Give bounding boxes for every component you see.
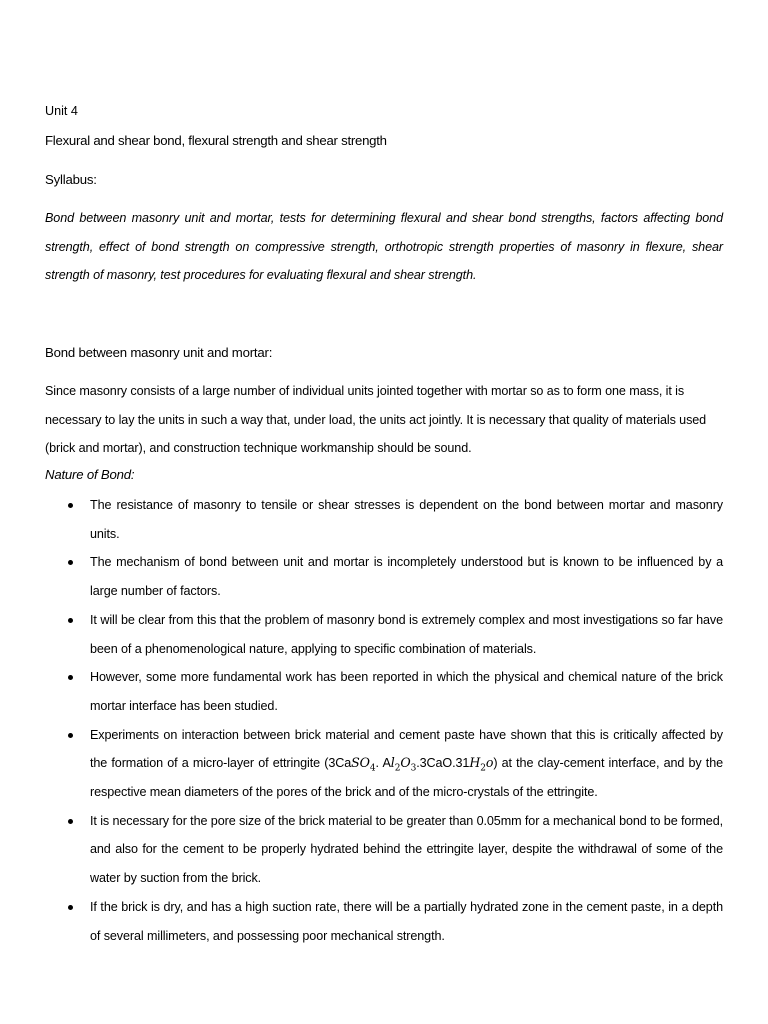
bullet-icon (68, 618, 73, 623)
list-item (0, 548, 723, 605)
list-item-text: If the brick is dry, and has a high suction rate, there will be a partially hydrated zone in the cement paste, in a depth of several millimeters, and possessing poor mechanical strength. (90, 899, 723, 943)
list-item-text: The resistance of masonry to tensile or shear stresses is dependent on the bond between mortar and masonry units. (90, 498, 723, 541)
formula-o: $O_4$ (359, 755, 376, 774)
bullet-icon (68, 560, 73, 565)
list-item-text-end: ) at the clay-cement interface, and by the respective mean diameters of the pores of the brick and of the micro-crystals of the ettringite. (90, 756, 724, 800)
list-item (0, 893, 723, 950)
bullet-icon (68, 733, 73, 738)
list-item-text: It is necessary for the pore size of the brick material to be greater than 0.05mm for a mechanical bond to be formed, and also for the cement to be properly hydrated behind the ettringite layer, despite the withdrawal of some of the water by suction from the brick. (90, 813, 724, 886)
formula-o3: $O_3$ (400, 755, 417, 774)
list-item (0, 606, 723, 663)
bullet-icon (68, 819, 73, 824)
list-item-text: The mechanism of bond between unit and mortar is incompletely understood but is known to be influenced by a large number of factors. (90, 555, 723, 599)
section-heading: Bond between masonry unit and mortar: (45, 345, 273, 360)
list-item (0, 721, 723, 807)
list-item-text: However, some more fundamental work has been reported in which the physical and chemical nature of the brick mortar interface has been studied. (90, 670, 723, 713)
list-item-text: It will be clear from this that the problem of masonry bond is extremely complex and most investigations so far have been of a phenomenological nature, applying to specific combination of materials. (90, 612, 723, 656)
formula-s: S (351, 755, 360, 771)
formula-o-end: o (485, 755, 494, 771)
bullet-icon (68, 905, 73, 910)
list-item-text-start: Experiments on interaction between brick material and cement paste have shown that this is critically affected by the formation of a micro-layer of ettringite (3Ca (90, 727, 723, 771)
list-item (0, 807, 723, 893)
bullet-list (0, 491, 768, 950)
formula-h: $H_2$ (469, 755, 486, 774)
section-paragraph: Since masonry consists of a large number of individual units jointed together with mortar so as to form one mass, it is necessary to lay the units in such a way that, under load, the units act jointly. It is necessary that quality of materials used (brick and mortar), and construction technique workmanship should be sound. (45, 384, 707, 456)
syllabus-heading: Syllabus: (45, 172, 97, 187)
formula-l: $l_2$ (390, 755, 401, 774)
unit-label: Unit 4 (45, 104, 78, 118)
bullet-icon (68, 503, 73, 508)
nature-of-bond-heading: Nature of Bond: (45, 467, 135, 482)
list-item (0, 491, 723, 548)
formula-middle: .3CaO.31 (416, 756, 470, 771)
bullet-icon (68, 675, 73, 680)
syllabus-text: Bond between masonry unit and mortar, tests for determining flexural and shear bond strengths, factors affecting bond strength, effect of bond strength on compressive strength, orthotropic strength properties of masonry in flexure, shear strength of masonry, test procedures for evaluating flexural and shear strength. (45, 211, 723, 283)
list-item (0, 663, 723, 720)
formula-separator: . A (375, 756, 391, 771)
page-title: Flexural and shear bond, flexural strength and shear strength (45, 133, 387, 148)
